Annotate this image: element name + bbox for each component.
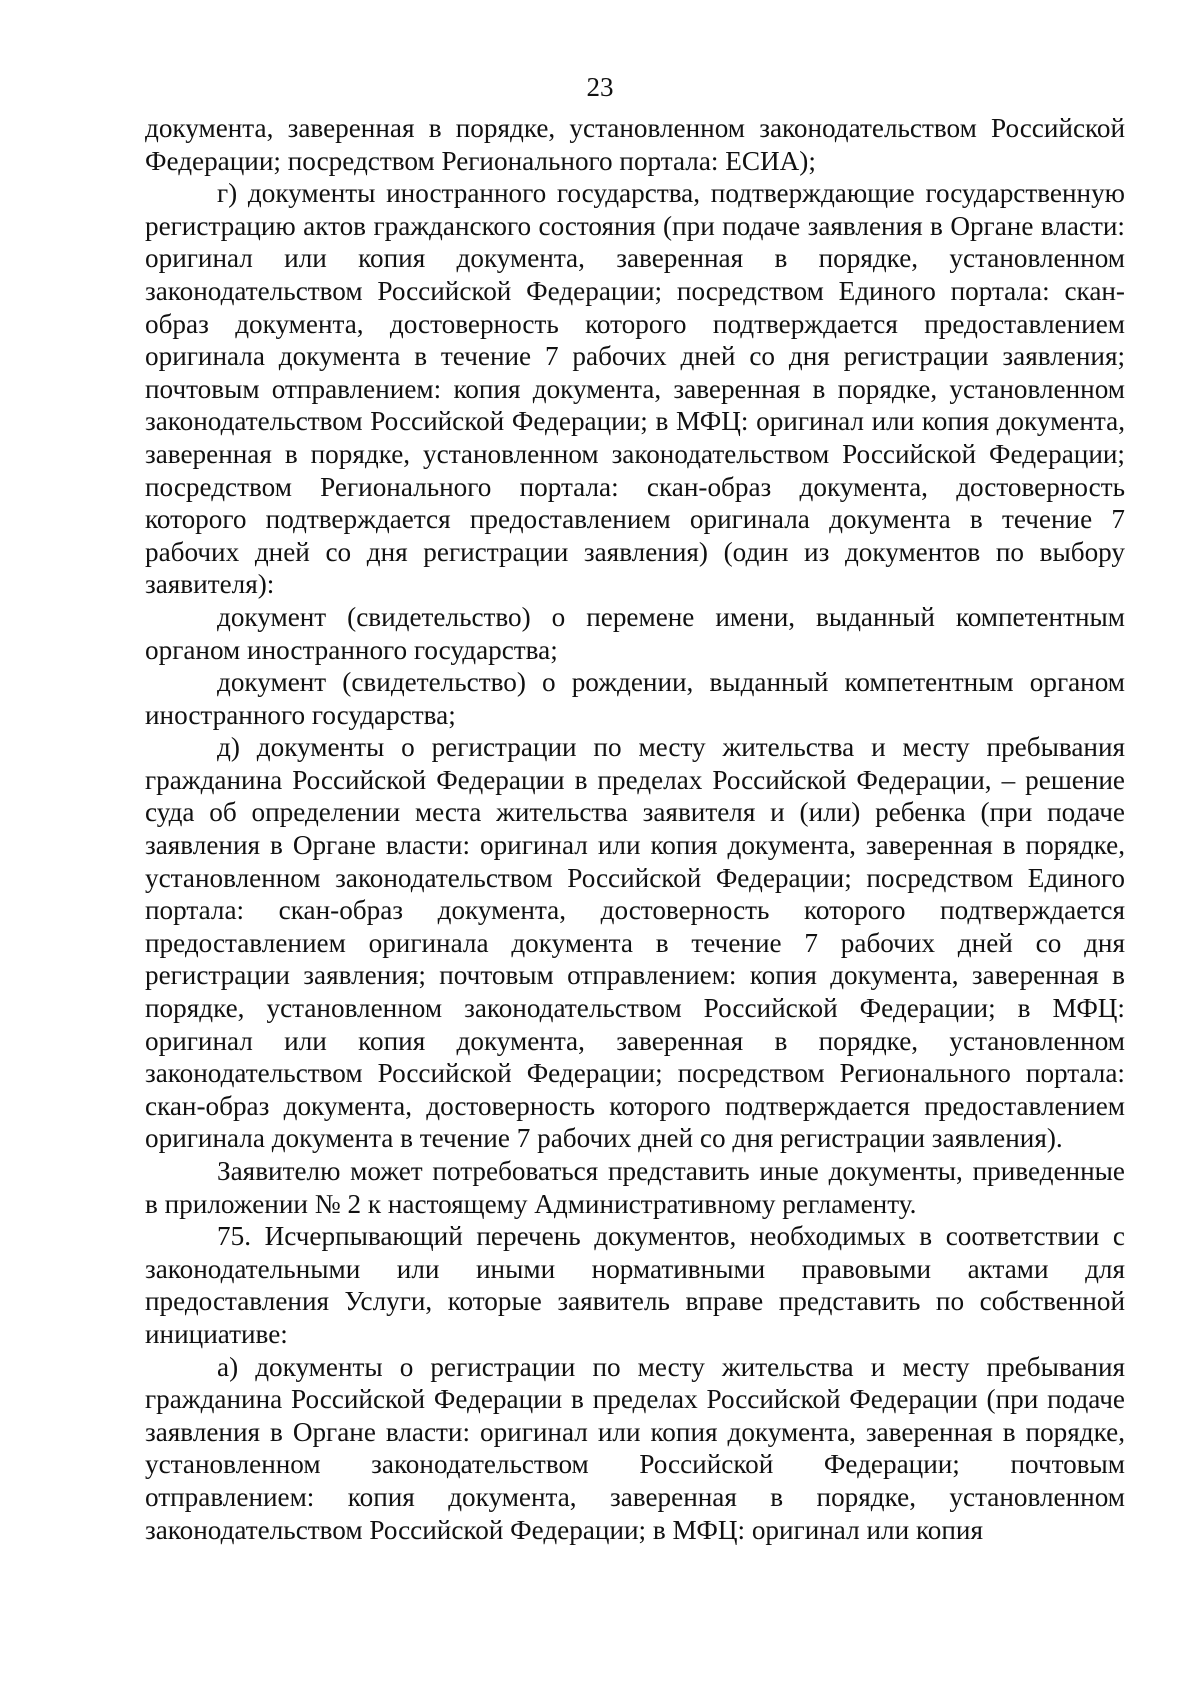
document-body <box>145 112 1125 1546</box>
paragraph-continuation: документа, заверенная в порядке, установленном законодательством Российской Федерации; посредством Регионального портала: ЕСИА); <box>145 113 1125 176</box>
paragraph-item-g: г) документы иностранного государства, подтверждающие государственную регистрацию актов гражданского состояния (при подаче заявления в Органе власти: оригинал или копия документа, заверенная в порядке, установленном законодательством Российской Федерации; посредством Единого портала: скан-образ документа, достоверность которого подтверждается предоставлением оригинала документа в течение 7 рабочих дней со дня регистрации заявления; почтовым отправлением: копия документа, заверенная в порядке, установленном законодательством Российской Федерации; в МФЦ: оригинал или копия документа, заверенная в порядке, установленном законодательством Российской Федерации; посредством Регионального портала: скан-образ документа, достоверность которого подтверждается предоставлением оригинала документа в течение 7 рабочих дней со дня регистрации заявления) (один из документов по выбору заявителя): <box>145 178 1125 600</box>
paragraph-birth-certificate: документ (свидетельство) о рождении, выданный компетентным органом иностранного государства; <box>145 667 1125 730</box>
paragraph-other-documents: Заявителю может потребоваться представить иные документы, приведенные в приложении № 2 к настоящему Административному регламенту. <box>145 1156 1125 1219</box>
paragraph-item-d: д) документы о регистрации по месту жительства и месту пребывания гражданина Российской Федерации в пределах Российской Федерации, – решение суда об определении места жительства заявителя и (или) ребенка (при подаче заявления в Органе власти: оригинал или копия документа, заверенная в порядке, установленном законодательством Российской Федерации; посредством Единого портала: скан-образ документа, достоверность которого подтверждается предоставлением оригинала документа в течение 7 рабочих дней со дня регистрации заявления; почтовым отправлением: копия документа, заверенная в порядке, установленном законодательством Российской Федерации; в МФЦ: оригинал или копия документа, заверенная в порядке, установленном законодательством Российской Федерации; посредством Регионального портала: скан-образ документа, достоверность которого подтверждается предоставлением оригинала документа в течение 7 рабочих дней со дня регистрации заявления). <box>145 732 1125 1154</box>
page-number: 23 <box>586 72 614 102</box>
paragraph-name-change-certificate: документ (свидетельство) о перемене имени, выданный компетентным органом иностранного государства; <box>145 601 1125 665</box>
paragraph-item-a: а) документы о регистрации по месту жительства и месту пребывания гражданина Российской Федерации в пределах Российской Федерации (при подаче заявления в Органе власти: оригинал или копия документа, заверенная в порядке, установленном законодательством Российской Федерации; почтовым отправлением: копия документа, заверенная в порядке, установленном законодательством Российской Федерации; в МФЦ: оригинал или копия <box>145 1351 1125 1545</box>
paragraph-section-75: 75. Исчерпывающий перечень документов, необходимых в соответствии с законодательными или иными нормативными правовыми актами для предоставления Услуги, которые заявитель вправе представить по собственной инициативе: <box>145 1221 1125 1349</box>
